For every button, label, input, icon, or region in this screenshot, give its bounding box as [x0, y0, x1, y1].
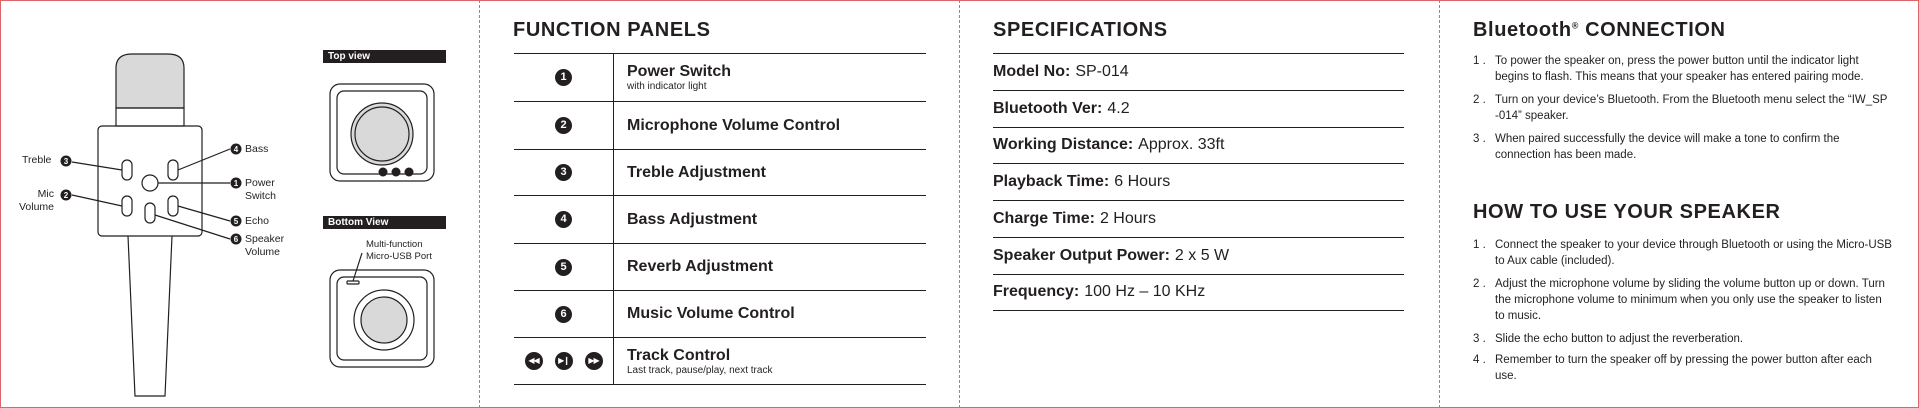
- step-number: 2 .: [1473, 278, 1486, 290]
- spec-value: Approx. 33ft: [1138, 136, 1225, 154]
- track-control-row: [514, 337, 926, 385]
- play-pause-icon: ▶❙: [555, 352, 573, 370]
- bluetooth-heading: [1473, 19, 1726, 42]
- top-view-title: Top view: [323, 50, 446, 63]
- fold-line-3: [1439, 0, 1440, 408]
- step-text: When paired successfully the device will make a tone to confirm the connection has been made.: [1495, 133, 1840, 161]
- function-title: Bass Adjustment: [627, 210, 758, 228]
- function-row: [514, 243, 926, 290]
- fold-line-1: [479, 0, 480, 408]
- spec-key: Charge Time:: [993, 210, 1095, 228]
- number-badge: 6: [555, 306, 572, 323]
- bass-label: Bass: [245, 143, 269, 155]
- spec-key: Bluetooth Ver:: [993, 99, 1103, 117]
- spec-key: Model No:: [993, 62, 1071, 80]
- step-text: Slide the echo button to adjust the reverberation.: [1495, 333, 1744, 345]
- function-row: [514, 290, 926, 337]
- function-table: [514, 53, 926, 385]
- list-item: [1473, 131, 1893, 163]
- list-item: [1473, 92, 1893, 124]
- mic-grill: [116, 54, 184, 108]
- step-text: Remember to turn the speaker off by pressing the power button after each use.: [1495, 354, 1872, 382]
- step-text: Adjust the microphone volume by sliding the volume button up or down. Turn the microphone volume to minimum when you only use the speaker to listen to music.: [1495, 278, 1885, 322]
- spec-list: [993, 53, 1404, 311]
- spec-value: 4.2: [1107, 99, 1130, 117]
- specifications-heading: SPECIFICATIONS: [993, 19, 1168, 41]
- list-item: [1473, 331, 1893, 347]
- mic-neck: [116, 108, 184, 126]
- how-to-steps: [1473, 237, 1893, 391]
- function-subtitle: Last track, pause/play, next track: [627, 364, 773, 376]
- step-text: Turn on your device’s Bluetooth. From the Bluetooth menu select the “IW_SP -014” speaker.: [1495, 94, 1888, 122]
- how-to-heading: HOW TO USE YOUR SPEAKER: [1473, 201, 1781, 223]
- diagram-panel: [0, 0, 479, 408]
- function-row: [514, 53, 926, 101]
- spec-row: [993, 274, 1404, 311]
- svg-text:1: 1: [233, 179, 239, 188]
- function-subtitle: with indicator light: [627, 81, 707, 92]
- spec-key: Speaker Output Power:: [993, 246, 1170, 264]
- power-button: [142, 175, 158, 191]
- treble-label: Treble: [22, 154, 52, 166]
- function-title: Microphone Volume Control: [627, 116, 841, 134]
- spec-row: [993, 163, 1404, 200]
- fold-line-2: [959, 0, 960, 408]
- number-badge: 5: [555, 259, 572, 276]
- step-number: 2 .: [1473, 94, 1486, 106]
- bottom-view-title: Bottom View: [323, 216, 446, 229]
- list-item: [1473, 53, 1893, 85]
- spec-row: [993, 90, 1404, 127]
- previous-track-icon: ◀◀: [525, 352, 543, 370]
- number-badge: 2: [555, 117, 572, 134]
- number-badge: 1: [555, 69, 572, 86]
- spec-key: Frequency:: [993, 283, 1080, 301]
- svg-text:4: 4: [233, 145, 239, 154]
- function-row: [514, 195, 926, 243]
- svg-text:3: 3: [63, 157, 69, 166]
- function-row: [514, 101, 926, 149]
- bluetooth-steps: [1473, 53, 1893, 170]
- step-number: 3 .: [1473, 133, 1486, 145]
- spec-value: SP-014: [1075, 62, 1129, 80]
- function-title: Power Switch: [627, 63, 732, 80]
- svg-text:2: 2: [63, 191, 69, 200]
- mic-volume-label: Mic Volume: [18, 188, 54, 213]
- spec-key: Working Distance:: [993, 136, 1134, 154]
- speaker-volume-label: Speaker Volume: [245, 233, 285, 258]
- power-switch-label: Power Switch: [245, 177, 276, 202]
- registered-mark: ®: [1571, 20, 1579, 31]
- spec-key: Playback Time:: [993, 173, 1110, 191]
- micro-usb-label: Multi-function Micro-USB Port: [366, 239, 432, 262]
- bluetooth-heading-word: Bluetooth: [1473, 19, 1572, 41]
- function-title: Track Control: [627, 346, 731, 364]
- echo-label: Echo: [245, 215, 269, 227]
- step-number: 1 .: [1473, 55, 1486, 67]
- step-number: 3 .: [1473, 333, 1486, 345]
- step-text: Connect the speaker to your device through Bluetooth or using the Micro-USB to Aux cable (included).: [1495, 239, 1892, 267]
- function-title: Treble Adjustment: [627, 163, 766, 181]
- spec-row: [993, 53, 1404, 90]
- function-title: Reverb Adjustment: [627, 258, 774, 275]
- function-title: Music Volume Control: [627, 305, 795, 322]
- next-track-icon: ▶▶: [585, 352, 603, 370]
- spec-value: 100 Hz – 10 KHz: [1084, 283, 1206, 301]
- step-number: 4 .: [1473, 354, 1486, 366]
- spec-value: 2 x 5 W: [1174, 246, 1230, 264]
- svg-text:5: 5: [233, 217, 239, 226]
- spec-value: 6 Hours: [1114, 173, 1171, 191]
- spec-row: [993, 237, 1404, 274]
- spec-row: [993, 200, 1404, 237]
- function-panels-heading: FUNCTION PANELS: [513, 19, 711, 41]
- list-item: [1473, 276, 1893, 324]
- bluetooth-heading-rest: CONNECTION: [1578, 19, 1726, 41]
- list-item: [1473, 352, 1893, 384]
- number-badge: 3: [555, 164, 572, 181]
- mic-handle: [128, 236, 172, 396]
- step-number: 1 .: [1473, 239, 1486, 251]
- spec-row: [993, 127, 1404, 164]
- spec-value: 2 Hours: [1099, 210, 1156, 228]
- number-badge: 4: [555, 211, 572, 228]
- control-body: [98, 126, 202, 236]
- list-item: [1473, 237, 1893, 269]
- svg-text:6: 6: [233, 235, 239, 244]
- function-row: [514, 149, 926, 195]
- step-text: To power the speaker on, press the power button until the indicator light begins to flash. This means that your speaker has entered pairing mode.: [1495, 55, 1864, 83]
